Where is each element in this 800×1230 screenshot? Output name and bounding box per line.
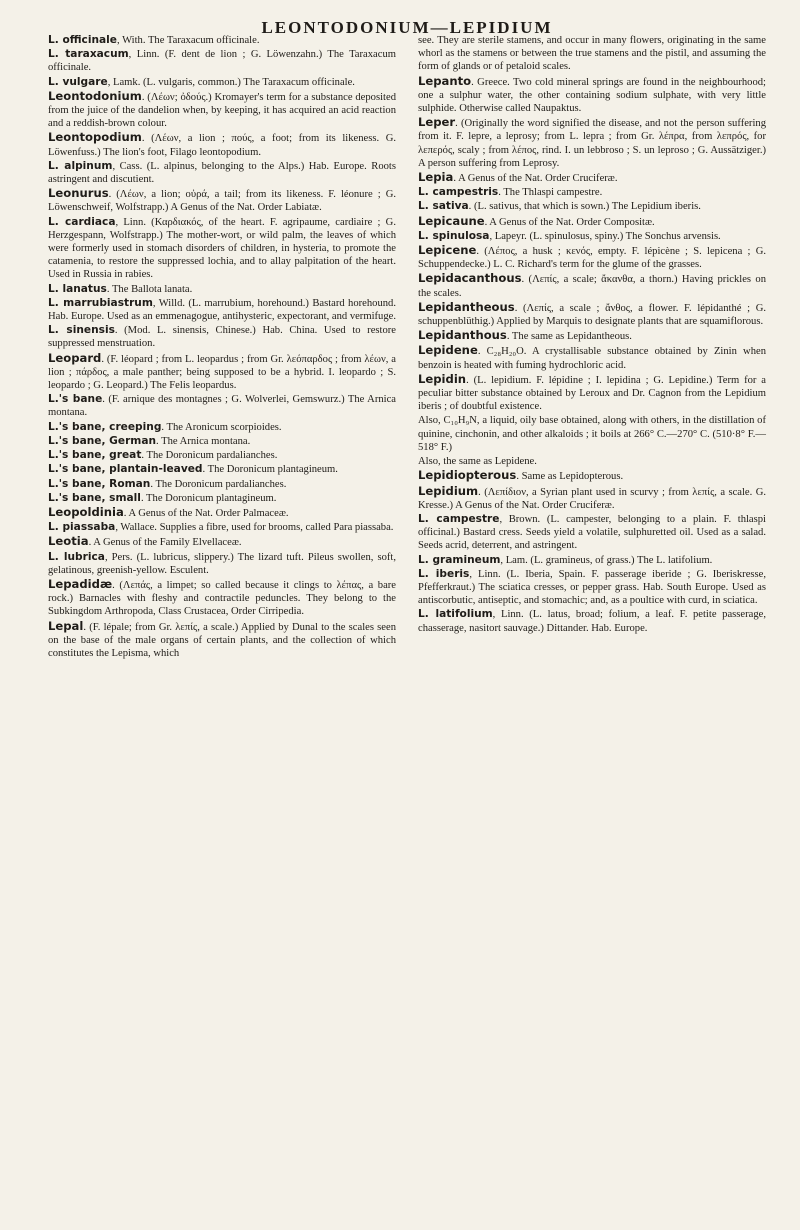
entry-headword: L. lanatus	[48, 282, 107, 295]
dictionary-entry	[418, 34, 766, 74]
entry-headword: Lepidanthous	[418, 328, 507, 343]
entry-definition: . (Λεπίς, a scale; ἄκανθα, a thorn.) Having prickles on the scales.	[418, 274, 766, 299]
entry-definition: . The Aronicum scorpioides.	[161, 421, 282, 433]
entry-definition: . A Genus of the Nat. Order Cruciferæ.	[453, 173, 618, 185]
entry-headword: L.'s bane	[48, 393, 103, 406]
entry-definition: . (Λέων; ὀδούς.) Kromayer's term for a substance deposited from the juice of the dandelion when, by keeping, it has acquired an acid reaction and a reddish-brown colour.	[48, 91, 396, 130]
dictionary-entry	[48, 506, 396, 520]
dictionary-entry	[48, 216, 396, 282]
dictionary-entry	[48, 48, 396, 74]
entry-headword: L. marrubiastrum	[48, 296, 153, 309]
dictionary-entry	[418, 414, 766, 454]
dictionary-entry	[48, 435, 396, 448]
entry-definition: . The Doronicum plantagineum.	[202, 464, 338, 476]
entry-headword: Lepidiopterous	[418, 468, 517, 483]
entry-definition: . Same as Lepidopterous.	[516, 471, 624, 483]
dictionary-entry	[418, 455, 766, 468]
entry-headword: L.'s bane, small	[48, 491, 141, 504]
dictionary-entry	[48, 492, 396, 505]
entry-headword: L. taraxacum	[48, 48, 129, 61]
text-columns	[48, 34, 766, 661]
entry-definition: Also, the same as Lepidene.	[418, 456, 537, 468]
entry-headword: Lepidantheous	[418, 299, 515, 314]
entry-definition: . (Λεπίδιον, a Syrian plant used in scurvy ; from λεπίς, a scale. G. Kresse.) A Genus of the Nat. Order Cruciferæ.	[418, 486, 766, 511]
dictionary-entry	[48, 521, 396, 534]
entry-headword: Lepicene	[418, 243, 477, 258]
entry-definition: , Willd. (L. marrubium, horehound.) Bastard horehound. Hab. Europe. Used as an emmenagogue, antihysteric, expectorant, and vermifuge.	[48, 297, 396, 323]
dictionary-entry	[48, 478, 396, 491]
entry-headword: Leopoldinia	[48, 504, 124, 519]
entry-definition: . The Doronicum plantagineum.	[140, 492, 277, 504]
dictionary-entry	[48, 34, 396, 47]
entry-headword: Lepanto	[418, 73, 472, 88]
dictionary-entry	[48, 551, 396, 577]
dictionary-entry	[48, 187, 396, 214]
entry-definition: . (L. lepidium. F. lépidine ; I. lepidina ; G. Lepidine.) Term for a peculiar bitter substance obtained by Leroux and Dr. Cagnon from the Lepidium iberis ; of doubtful existence.	[418, 374, 766, 413]
dictionary-entry	[48, 421, 396, 434]
dictionary-entry	[48, 324, 396, 350]
entry-definition: . The Arnica montana.	[156, 435, 251, 447]
entry-definition: . (F. arnique des montagnes ; G. Wolverlei, Gemswurz.) The Arnica montana.	[48, 394, 396, 419]
entry-headword: L. gramineum	[418, 553, 501, 566]
entry-headword: L. spinulosa	[418, 229, 490, 242]
entry-headword: Leontodonium	[48, 88, 142, 103]
dictionary-entry	[48, 90, 396, 131]
entry-definition: . (Λέων, a lion ; πούς, a foot; from its likeness. G. Löwenfuss.) The lion's foot, Filago leontopodium.	[48, 133, 396, 158]
dictionary-entry	[418, 272, 766, 299]
entry-headword: L. piassaba	[48, 521, 116, 534]
entry-definition: . (Λέπος, a husk ; κενός, empty. F. lépicène ; S. lepicena ; G. Schuppendecke.) L. C. Richard's term for the glume of the grasses.	[418, 246, 766, 271]
entry-definition: . The Doronicum pardalianches.	[150, 478, 287, 490]
entry-definition: see. They are sterile stamens, and occur in many flowers, originating in the same whorl as the stamens or between the true stamens and the pistil, and assuming the form of glands or of petaloid scales.	[418, 35, 766, 73]
dictionary-entry	[48, 352, 396, 393]
entry-headword: L. latifolium	[418, 608, 493, 621]
entry-definition: , Wallace. Supplies a fibre, used for brooms, called Para piassaba.	[115, 522, 394, 534]
dictionary-entry	[48, 393, 396, 419]
dictionary-entry	[48, 578, 396, 619]
entry-headword: L.'s bane, creeping	[48, 420, 162, 433]
dictionary-entry	[418, 373, 766, 414]
dictionary-entry	[48, 160, 396, 186]
entry-headword: L. officinale	[48, 34, 117, 46]
entry-headword: Leonurus	[48, 186, 109, 201]
entry-definition: . C₂₈H₂₀O. A crystallisable substance obtained by Zinin when benzoin is heated with fuming hydrochloric acid.	[418, 346, 766, 371]
dictionary-entry	[418, 301, 766, 328]
entry-definition: , Lapeyr. (L. spinulosus, spiny.) The Sonchus arvensis.	[489, 230, 721, 242]
dictionary-entry	[48, 620, 396, 661]
entry-headword: L. iberis	[418, 567, 470, 580]
entry-definition: , Linn. (L. Iberia, Spain. F. passerage iberide ; G. Iberiskresse, Pfefferkraut.) The sciatica cresses, or pepper grass. Hab. South Europe. Used as antiscorbutic, antiseptic, and stomachic; and, as a poultice with curd, in sciatica.	[418, 568, 766, 607]
dictionary-entry	[418, 75, 766, 116]
entry-headword: L.'s bane, Roman	[48, 477, 151, 490]
dictionary-entry	[418, 200, 766, 213]
entry-definition: , Linn. (F. dent de lion ; G. Löwenzahn.) The Taraxacum officinale.	[48, 49, 396, 74]
dictionary-entry	[418, 171, 766, 185]
right-column	[418, 34, 766, 661]
entry-definition: Also, C₁₀H₉N, a liquid, oily base obtained, along with others, in the distillation of quinine, cinchonin, and other alkaloids ; it boils at 266° C.—270° C. (510·8° F.—518° F.)	[418, 415, 766, 453]
entry-definition: . The Thlaspi campestre.	[498, 187, 603, 199]
entry-definition: . (Λεπίς, a scale ; ἄνθος, a flower. F. lépidanthé ; G. schuppenblüthig.) Applied by Marquis to designate plants that are squamiflorous.	[418, 302, 766, 328]
dictionary-entry	[418, 329, 766, 343]
dictionary-entry	[418, 344, 766, 371]
entry-definition: , Pers. (L. lubricus, slippery.) The lizard tuft. Pileus swollen, soft, gelatinous, greenish-yellow. Esculent.	[48, 551, 396, 576]
entry-definition: . (Λέων, a lion; οὐρά, a tail; from its likeness. F. léonure ; G. Löwenschweif, Wolfstrapp.) A Genus of the Nat. Order Labiatæ.	[48, 189, 396, 214]
dictionary-entry	[418, 244, 766, 271]
page-header: LEONTODONIUM—LEPIDIUM	[261, 18, 553, 37]
entry-headword: L. campestris	[418, 186, 499, 199]
entry-definition: . (Λεπάς, a limpet; so called because it clings to λέπας, a bare rock.) Barnacles with fleshy and contractile peduncles. They belong to the Subkingdom Arthropoda, Class Crustacea, Order Cirripedia.	[48, 579, 396, 618]
dictionary-entry	[418, 554, 766, 567]
entry-headword: Leontopodium	[48, 130, 142, 145]
entry-headword: Lepidium	[418, 483, 479, 498]
entry-headword: L. cardiaca	[48, 215, 116, 228]
dictionary-entry	[418, 230, 766, 243]
entry-headword: L.'s bane, great	[48, 449, 142, 462]
entry-definition: . Greece. Two cold mineral springs are found in the neighbourhood; one a sulphur water, the other containing sodium sulphate, with very little sulphide. Otherwise called Naupaktus.	[418, 76, 766, 115]
entry-definition: , Lamk. (L. vulgaris, common.) The Taraxacum officinale.	[107, 76, 355, 88]
entry-definition: . The Ballota lanata.	[106, 283, 193, 295]
entry-definition: , Linn. (Καρδιακός, of the heart. F. agripaume, cardiaire ; G. Herzgespann, Wolfstrapp.) The mother-wort, or wild palm, the leaves of which were formerly used in stomach disorders of children, in hysteria, to promote the catamenia, to restore the suppressed lochia, and to allay palpitation of the heart. Used in Russia in rabies.	[48, 216, 396, 281]
entry-headword: L. vulgare	[48, 75, 108, 88]
entry-headword: Lepal	[48, 618, 84, 633]
dictionary-entry	[48, 449, 396, 462]
entry-headword: Lepicaune	[418, 213, 485, 228]
entry-headword: L. campestre	[418, 512, 500, 525]
entry-headword: L. sativa	[418, 200, 469, 213]
dictionary-entry	[48, 535, 396, 549]
dictionary-entry	[418, 485, 766, 512]
dictionary-entry	[418, 608, 766, 634]
entry-definition: . (F. léopard ; from L. leopardus ; from Gr. λεόπαρδος ; from λέων, a lion ; πάρδος, a male panther; being supposed to be a hybrid. I. leopardo ; S. leopardo ; G. Leopard.) The Felis leopardus.	[48, 353, 396, 392]
entry-definition: . A Genus of the Family Elvellaceæ.	[88, 537, 242, 549]
entry-definition: . The same as Lepidantheous.	[506, 331, 632, 343]
entry-headword: Lepidene	[418, 343, 478, 358]
entry-headword: Lepidacanthous	[418, 271, 522, 286]
dictionary-entry	[48, 463, 396, 476]
entry-definition: . (Originally the word signified the disease, and not the person suffering from it. F. lepre, a leprosy; from L. lepra ; from Gr. λέπρα, from λεπρός, for λεπερός, scaly ; from λέπος, rind. I. un lebbroso ; S. un leproso ; G. Aussätziger.) A person suffering from Leprosy.	[418, 118, 766, 169]
entry-definition: , Linn. (L. latus, broad; folium, a leaf. F. petite passerage, chasserage, nasitort sauvage.) Dittander. Hab. Europe.	[418, 609, 766, 634]
entry-definition: . A Genus of the Nat. Order Palmaceæ.	[123, 507, 289, 519]
entry-definition: . The Doronicum pardalianches.	[141, 450, 278, 462]
entry-definition: , Cass. (L. alpinus, belonging to the Alps.) Hab. Europe. Roots astringent and discutient.	[48, 160, 396, 186]
dictionary-entry	[48, 131, 396, 158]
entry-headword: Leper	[418, 115, 456, 130]
dictionary-entry	[418, 568, 766, 608]
left-column	[48, 34, 396, 661]
dictionary-entry	[48, 297, 396, 323]
entry-headword: L. sinensis	[48, 324, 115, 337]
dictionary-entry	[418, 215, 766, 229]
dictionary-entry	[418, 469, 766, 483]
entry-definition: , Lam. (L. gramineus, of grass.) The L. latifolium.	[500, 554, 713, 566]
entry-headword: Leopard	[48, 350, 102, 365]
entry-definition: , Brown. (L. campester, belonging to a plain. F. thlaspi officinal.) Bastard cress. Seeds yield a volatile, sulphuretted oil. Used as a salad. Seeds acrid, deterrent, and astringent.	[418, 513, 766, 552]
dictionary-entry	[48, 283, 396, 296]
entry-definition: . (L. sativus, that which is sown.) The Lepidium iberis.	[468, 201, 701, 213]
entry-definition: , With. The Taraxacum officinale.	[116, 35, 260, 46]
entry-definition: . A Genus of the Nat. Order Compositæ.	[484, 216, 655, 228]
entry-headword: Lepidin	[418, 371, 467, 386]
entry-definition: . (Mod. L. sinensis, Chinese.) Hab. China. Used to restore suppressed menstruation.	[48, 325, 396, 350]
dictionary-entry	[418, 186, 766, 199]
dictionary-entry	[418, 513, 766, 553]
entry-headword: Leotia	[48, 534, 89, 549]
dictionary-entry	[418, 116, 766, 170]
entry-headword: L. alpinum	[48, 159, 113, 172]
entry-headword: L.'s bane, German	[48, 434, 157, 447]
entry-headword: L. lubrica	[48, 550, 105, 563]
entry-definition: . (F. lépale; from Gr. λεπίς, a scale.) Applied by Dunal to the scales seen on the base of the male organs of certain plants, and the collection of which constitutes the Lepisma, which	[48, 621, 396, 659]
entry-headword: L.'s bane, plantain-leaved	[48, 463, 203, 476]
entry-headword: Lepia	[418, 170, 454, 185]
dictionary-entry	[48, 76, 396, 89]
entry-headword: Lepadidæ	[48, 576, 113, 591]
